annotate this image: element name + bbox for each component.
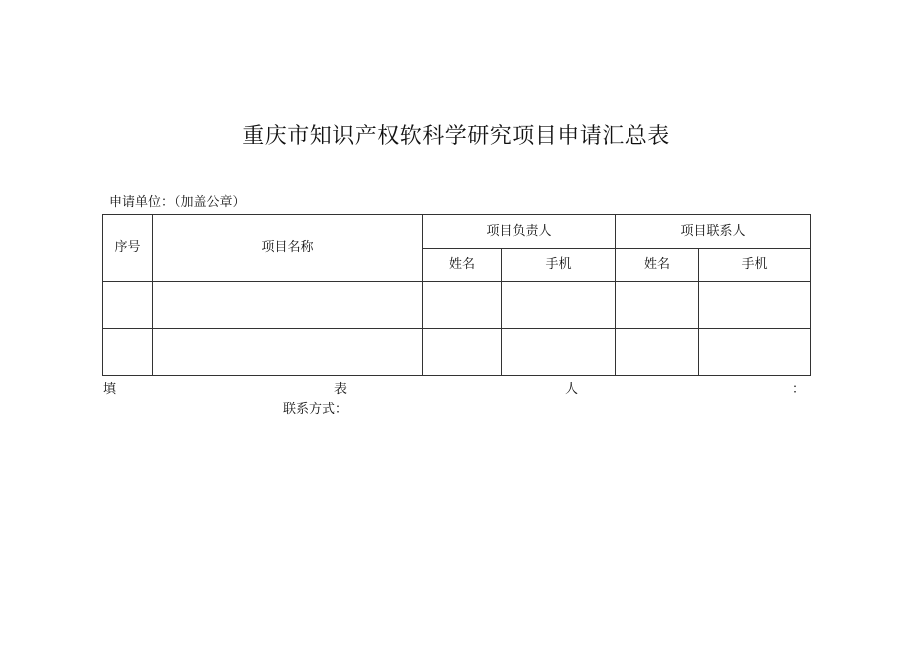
filler-char: 填: [103, 382, 117, 397]
contact-label: 联系方式：: [283, 402, 349, 417]
header-leader-phone: 手机: [502, 249, 616, 282]
summary-table: [102, 214, 811, 376]
applicant-unit-label: 申请单位：（加盖公章）: [109, 195, 246, 210]
cell-project-name[interactable]: [153, 329, 423, 376]
header-contact-phone: 手机: [699, 249, 811, 282]
cell-leader-name[interactable]: [423, 329, 502, 376]
cell-contact-name[interactable]: [616, 329, 699, 376]
header-leader-name: 姓名: [423, 249, 502, 282]
header-seq: 序号: [103, 215, 153, 282]
cell-seq[interactable]: [103, 329, 153, 376]
form-title: 重庆市知识产权软科学研究项目申请汇总表: [242, 124, 670, 149]
cell-seq[interactable]: [103, 282, 153, 329]
cell-contact-phone[interactable]: [699, 329, 811, 376]
header-project-leader: 项目负责人: [423, 215, 616, 249]
header-project-name: 项目名称: [153, 215, 423, 282]
cell-leader-phone[interactable]: [502, 329, 616, 376]
filler-char: 表: [334, 382, 348, 397]
filler-label-row: [102, 381, 810, 399]
header-contact-name: 姓名: [616, 249, 699, 282]
cell-leader-name[interactable]: [423, 282, 502, 329]
table-header-row: [103, 215, 811, 249]
filler-colon: ：: [792, 382, 806, 397]
cell-leader-phone[interactable]: [502, 282, 616, 329]
cell-contact-name[interactable]: [616, 282, 699, 329]
cell-contact-phone[interactable]: [699, 282, 811, 329]
cell-project-name[interactable]: [153, 282, 423, 329]
filler-char: 人: [565, 382, 579, 397]
table-row: [103, 329, 811, 376]
header-project-contact: 项目联系人: [616, 215, 811, 249]
table-row: [103, 282, 811, 329]
